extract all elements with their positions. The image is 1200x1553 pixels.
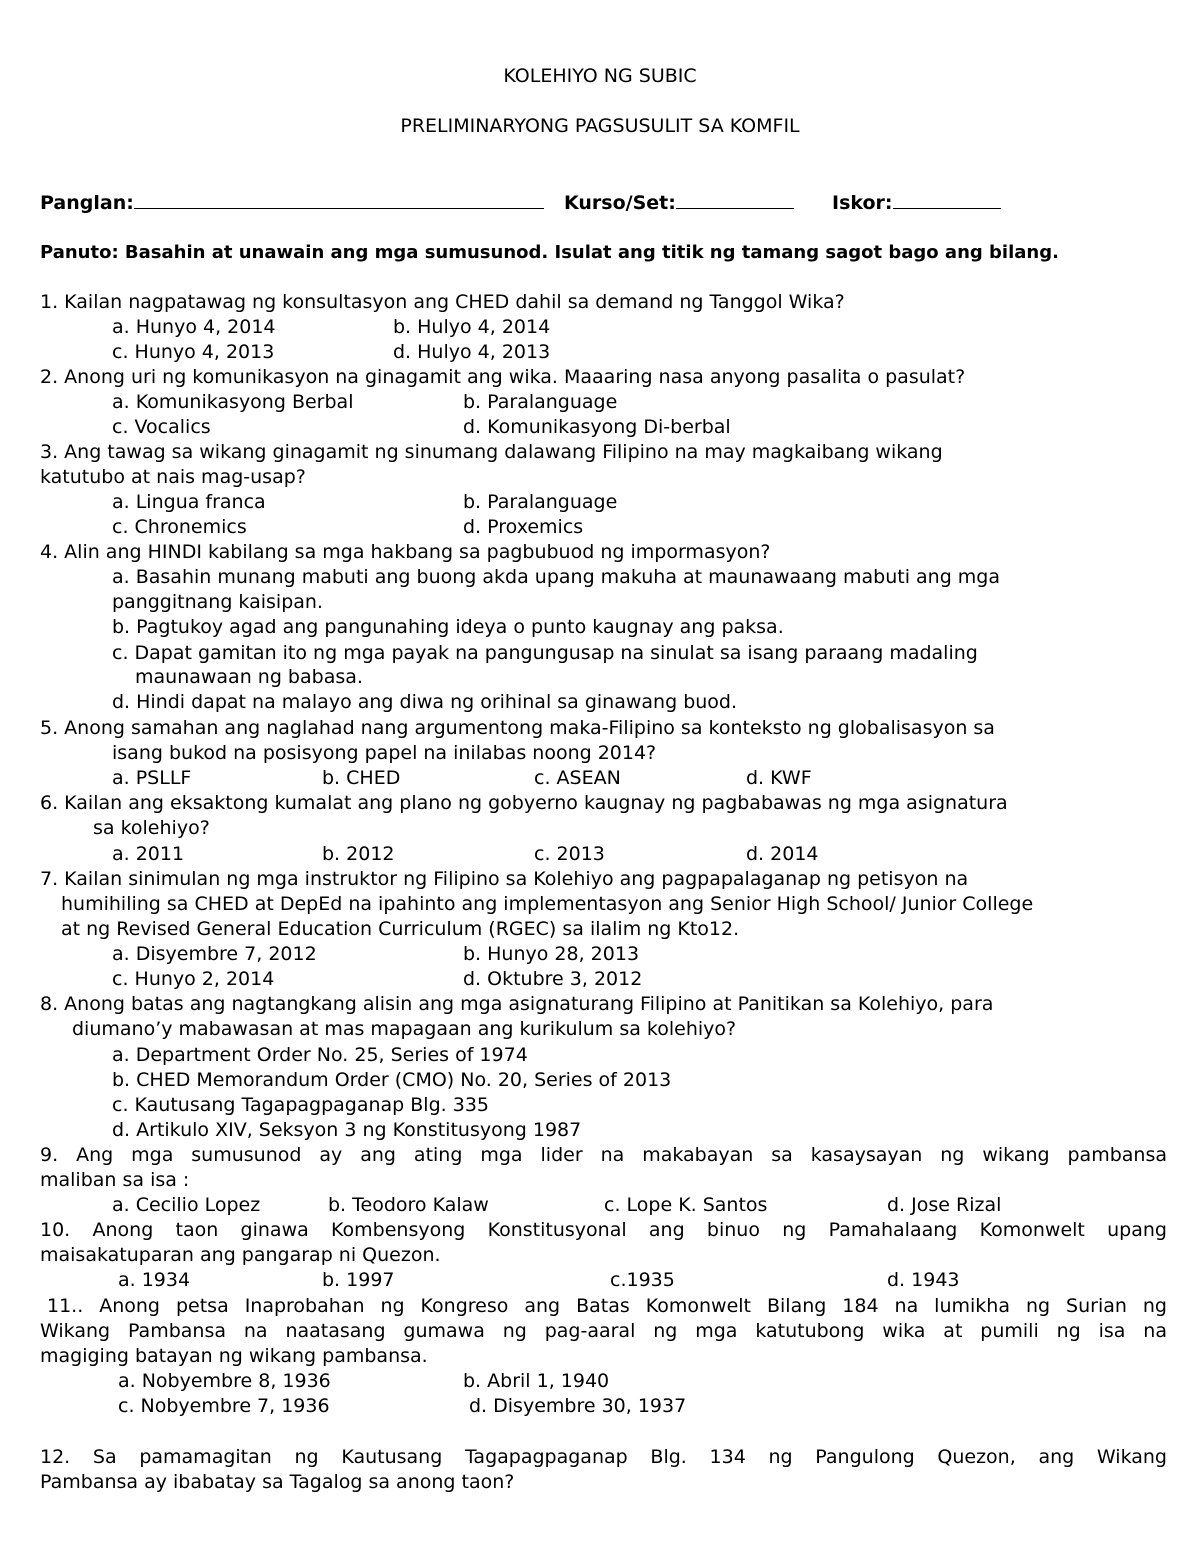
question-8-line-2: diumano’y mabawasan at mas mapagaan ang kurikulum sa kolehiyo? [72,1018,737,1040]
score-blank[interactable] [893,190,1001,209]
q2-choice-d: d. Komunikasyong Di-berbal [463,416,731,438]
q1-choice-a: a. Hunyo 4, 2014 [112,316,276,338]
q6-choice-d: d. 2014 [746,843,819,865]
q10-choice-a: a. 1934 [118,1269,191,1291]
q5-choice-d: d. KWF [746,767,812,789]
q6-choice-b: b. 2012 [322,843,395,865]
q4-choice-b: b. Pagtukoy agad ang pangunahing ideya o punto kaugnay ang paksa. [112,616,784,638]
question-6-line-1: 6. Kailan ang eksaktong kumalat ang plano ng gobyerno kaugnay ng pagbabawas ng mga asignatura [40,792,1008,814]
question-12-line-1: 12. Sa pamamagitan ng Kautusang Tagapagpaganap Blg. 134 ng Pangulong Quezon, ang Wikang [40,1446,1167,1468]
q11-choice-d: d. Disyembre 30, 1937 [469,1395,687,1417]
name-field [40,190,544,216]
q4-choice-a-line-2: panggitnang kaisipan. [112,591,323,613]
q5-choice-a: a. PSLLF [112,767,192,789]
q7-choice-a: a. Disyembre 7, 2012 [112,943,317,965]
q1-choice-c: c. Hunyo 4, 2013 [112,341,275,363]
exam-title: PRELIMINARYONG PAGSUSULIT SA KOMFIL [400,115,800,137]
question-9-line-2: maliban sa isa : [40,1169,190,1191]
q4-choice-c-line-2: maunawaan ng babasa. [135,666,363,688]
name-label: Panglan: [40,192,134,214]
question-3-line-1: 3. Ang tawag sa wikang ginagamit ng sinumang dalawang Filipino na may magkaibang wikang [40,441,943,463]
question-11-line-2: Wikang Pambansa na naatasang gumawa ng pag-aaral ng mga katutubong wika at pumili ng isa na [40,1320,1167,1342]
q2-choice-c: c. Vocalics [112,416,211,438]
q9-choice-d: d. Jose Rizal [887,1194,1002,1216]
q2-choice-a: a. Komunikasyong Berbal [112,391,354,413]
q5-choice-b: b. CHED [322,767,401,789]
question-7-line-3: at ng Revised General Education Curriculum (RGEC) sa ilalim ng Kto12. [61,918,740,940]
question-4: 4. Alin ang HINDI kabilang sa mga hakbang sa pagbubuod ng impormasyon? [40,541,771,563]
q3-choice-c: c. Chronemics [112,516,247,538]
name-blank[interactable] [134,190,544,209]
q3-choice-d: d. Proxemics [463,516,584,538]
q3-choice-a: a. Lingua franca [112,491,266,513]
directions: Panuto: Basahin at unawain ang mga sumusunod. Isulat ang titik ng tamang sagot bago ang bilang. [40,242,1059,263]
question-5-line-2: isang bukod na posisyong papel na inilabas noong 2014? [112,742,657,764]
q8-choice-b: b. CHED Memorandum Order (CMO) No. 20, Series of 2013 [112,1069,672,1091]
q1-choice-b: b. Hulyo 4, 2014 [393,316,551,338]
q11-choice-b: b. Abril 1, 1940 [463,1370,610,1392]
q6-choice-c: c. 2013 [534,843,605,865]
q7-choice-c: c. Hunyo 2, 2014 [112,968,275,990]
question-6-line-2: sa kolehiyo? [93,817,210,839]
q8-choice-d: d. Artikulo XIV, Seksyon 3 ng Konstitusyong 1987 [112,1119,582,1141]
q2-choice-b: b. Paralanguage [463,391,618,413]
question-1: 1. Kailan nagpatawag ng konsultasyon ang CHED dahil sa demand ng Tanggol Wika? [40,291,845,313]
question-7-line-2: humihiling sa CHED at DepEd na ipahinto ang implementasyon ang Senior High School/ Junior College [61,893,1034,915]
q7-choice-d: d. Oktubre 3, 2012 [463,968,643,990]
q10-choice-c: c.1935 [610,1269,675,1291]
q8-choice-a: a. Department Order No. 25, Series of 1974 [112,1044,528,1066]
question-5-line-1: 5. Anong samahan ang naglahad nang argumentong maka-Filipino sa konteksto ng globalisasyon sa [40,717,995,739]
q3-choice-b: b. Paralanguage [463,491,618,513]
question-10-line-1: 10. Anong taon ginawa Kombensyong Konstitusyonal ang binuo ng Pamahalaang Komonwelt upang [40,1219,1167,1241]
question-8-line-1: 8. Anong batas ang nagtangkang alisin ang mga asignaturang Filipino at Panitikan sa Kolehiyo, para [40,993,994,1015]
q8-choice-c: c. Kautusang Tagapagpaganap Blg. 335 [112,1094,489,1116]
q4-choice-d: d. Hindi dapat na malayo ang diwa ng orihinal sa ginawang buod. [112,691,738,713]
q11-choice-c: c. Nobyembre 7, 1936 [118,1395,330,1417]
q9-choice-c: c. Lope K. Santos [604,1194,768,1216]
score-label: Iskor: [832,192,893,214]
q6-choice-a: a. 2011 [112,843,185,865]
q9-choice-b: b. Teodoro Kalaw [328,1194,489,1216]
question-11-line-3: magiging batayan ng wikang pambansa. [40,1345,428,1367]
question-9-line-1: 9. Ang mga sumusunod ay ang ating mga lider na makabayan sa kasaysayan ng wikang pambansa [40,1144,1167,1166]
q7-choice-b: b. Hunyo 28, 2013 [463,943,640,965]
question-3-line-2: katutubo at nais mag-usap? [40,466,306,488]
q11-choice-a: a. Nobyembre 8, 1936 [118,1370,331,1392]
question-10-line-2: maisakatuparan ang pangarap ni Quezon. [40,1244,441,1266]
q10-choice-d: d. 1943 [887,1269,960,1291]
question-7-line-1: 7. Kailan sinimulan ng mga instruktor ng Filipino sa Kolehiyo ang pagpapalaganap ng petisyon na [40,868,969,890]
q4-choice-c-line-1: c. Dapat gamitan ito ng mga payak na pangungusap na sinulat sa isang paraang madaling [112,642,978,664]
question-11-line-1: 11.. Anong petsa Inaprobahan ng Kongreso ang Batas Komonwelt Bilang 184 na lumikha ng Surian ng [47,1295,1167,1317]
course-field [564,190,794,216]
q5-choice-c: c. ASEAN [534,767,621,789]
question-2: 2. Anong uri ng komunikasyon na ginagamit ang wika. Maaaring nasa anyong pasalita o pasulat? [40,366,966,388]
course-blank[interactable] [676,190,794,209]
q1-choice-d: d. Hulyo 4, 2013 [393,341,551,363]
score-field [832,190,1001,216]
course-label: Kurso/Set: [564,192,676,214]
school-name: KOLEHIYO NG SUBIC [503,65,697,87]
q10-choice-b: b. 1997 [322,1269,395,1291]
q4-choice-a-line-1: a. Basahin munang mabuti ang buong akda upang makuha at maunawaang mabuti ang mga [112,566,1001,588]
q9-choice-a: a. Cecilio Lopez [112,1194,261,1216]
question-12-line-2: Pambansa ay ibabatay sa Tagalog sa anong taon? [40,1471,515,1493]
